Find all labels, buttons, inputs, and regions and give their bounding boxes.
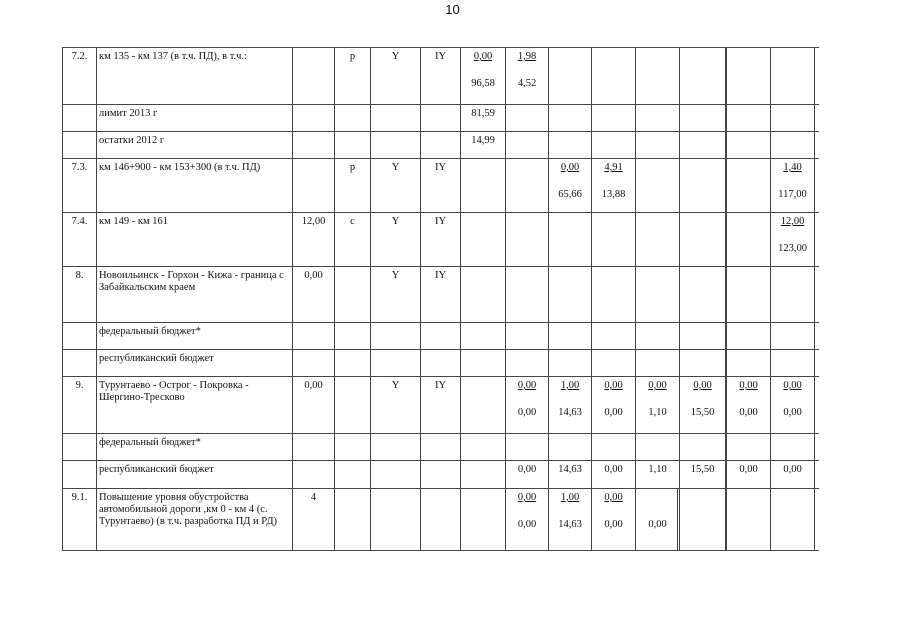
category-cell <box>371 461 421 489</box>
length-cell <box>293 105 335 132</box>
category-cell: IY <box>421 213 461 267</box>
value-cell <box>815 132 819 159</box>
value-cell <box>461 159 506 213</box>
value-cell <box>461 267 506 323</box>
table-row <box>63 461 819 489</box>
type-cell <box>335 489 371 551</box>
type-cell: с <box>335 213 371 267</box>
value-cell <box>727 461 771 489</box>
row-number-cell <box>63 350 97 377</box>
value-cell <box>506 267 549 323</box>
row-number-cell <box>63 323 97 350</box>
cell-value-bottom: 15,50 <box>690 407 715 418</box>
category-cell: Y <box>371 48 421 105</box>
value-cell <box>727 323 771 350</box>
cell-value: 0,00 <box>739 464 758 475</box>
cell-value: 0,00 <box>517 464 537 475</box>
category-cell: Y <box>371 377 421 434</box>
value-cell <box>461 323 506 350</box>
row-name-cell: остатки 2012 г <box>97 132 293 159</box>
value-cell <box>815 461 819 489</box>
value-cell <box>506 377 549 434</box>
category-cell <box>421 350 461 377</box>
cell-value-bottom: 0,00 <box>517 407 537 418</box>
cell-value-bottom: 0,00 <box>783 407 802 418</box>
cell-value-top: 0,00 <box>517 380 537 391</box>
category-cell <box>421 323 461 350</box>
row-name-cell: республиканский бюджет <box>97 350 293 377</box>
page-number: 10 <box>445 2 460 17</box>
value-cell <box>727 159 771 213</box>
value-cell <box>815 213 819 267</box>
table-row <box>63 267 819 323</box>
table-row <box>63 323 819 350</box>
row-number-cell <box>63 434 97 461</box>
value-cell <box>636 323 680 350</box>
value-cell <box>461 48 506 105</box>
category-cell: IY <box>421 377 461 434</box>
row-name-cell: Новоильинск - Горхон - Кижа - граница с Забайкальским краем <box>97 267 293 323</box>
value-cell <box>461 461 506 489</box>
cell-value-top: 0,00 <box>604 492 623 503</box>
value-cell <box>680 213 726 267</box>
value-cell <box>727 350 771 377</box>
category-cell <box>371 323 421 350</box>
length-cell <box>293 159 335 213</box>
cell-value-top: 0,00 <box>693 380 712 391</box>
type-cell <box>335 267 371 323</box>
cell-value-top: 1,98 <box>517 51 537 62</box>
value-cell <box>461 377 506 434</box>
cell-value-bottom: 14,63 <box>558 519 582 530</box>
value-cell <box>461 350 506 377</box>
table-row <box>63 132 819 159</box>
value-cell <box>636 267 680 323</box>
value-cell <box>592 350 636 377</box>
value-cell <box>506 350 549 377</box>
value-cell <box>771 132 815 159</box>
cell-value-top: 1,00 <box>560 492 580 503</box>
value-cell <box>727 132 771 159</box>
type-cell <box>335 350 371 377</box>
category-cell <box>421 105 461 132</box>
cell-value-bottom: 14,63 <box>558 407 582 418</box>
type-cell <box>335 105 371 132</box>
cell-value: 14,63 <box>558 464 582 475</box>
value-cell <box>549 267 592 323</box>
value-cell <box>549 489 592 551</box>
value-cell <box>815 434 819 461</box>
value-cell <box>771 48 815 105</box>
row-number-cell <box>63 105 97 132</box>
cell-value-top: 12,00 <box>780 216 805 227</box>
length-cell: 4 <box>293 489 335 551</box>
value-cell <box>815 323 819 350</box>
row-name-cell: федеральный бюджет* <box>97 434 293 461</box>
length-cell <box>293 48 335 105</box>
cell-value-bottom: 0,00 <box>604 407 623 418</box>
value-cell <box>680 489 726 551</box>
value-cell <box>592 48 636 105</box>
category-cell: IY <box>421 48 461 105</box>
length-cell <box>293 350 335 377</box>
row-name-cell: Турунтаево - Острог - Покровка - Шергино-Тресково <box>97 377 293 434</box>
cell-value-top: 0,00 <box>648 380 667 391</box>
value-cell <box>461 213 506 267</box>
value-cell <box>771 377 815 434</box>
value-cell <box>727 489 771 551</box>
value-cell <box>506 489 549 551</box>
value-cell <box>727 105 771 132</box>
value-cell <box>680 105 726 132</box>
cell-value: 15,50 <box>690 464 715 475</box>
value-cell <box>727 213 771 267</box>
cell-value-top: 4,91 <box>604 162 623 173</box>
cell-value-bottom: 65,66 <box>558 189 582 200</box>
value-cell <box>680 377 726 434</box>
value-cell <box>506 159 549 213</box>
cell-value-top: 0,00 <box>473 51 493 62</box>
length-cell: 0,00 <box>293 377 335 434</box>
row-number-cell: 7.4. <box>63 213 97 267</box>
value-cell <box>727 434 771 461</box>
type-cell: р <box>335 159 371 213</box>
value-cell <box>506 213 549 267</box>
table-row <box>63 489 819 551</box>
row-number-cell <box>63 132 97 159</box>
table-row <box>63 434 819 461</box>
cell-value-top: 1,00 <box>560 380 580 391</box>
category-cell: Y <box>371 159 421 213</box>
value-cell <box>461 489 506 551</box>
cell-value-top: 0,00 <box>604 380 623 391</box>
row-number-cell: 8. <box>63 267 97 323</box>
value-cell <box>549 461 592 489</box>
type-cell <box>335 434 371 461</box>
value-cell <box>636 377 680 434</box>
value-cell <box>506 461 549 489</box>
value-cell <box>549 159 592 213</box>
table-row <box>63 105 819 132</box>
cell-value-bottom: 0,00 <box>604 519 623 530</box>
value-cell <box>461 132 506 159</box>
value-cell <box>680 48 726 105</box>
category-cell <box>371 105 421 132</box>
value-cell <box>592 323 636 350</box>
type-cell <box>335 323 371 350</box>
value-cell <box>549 213 592 267</box>
value-cell <box>815 489 819 551</box>
type-cell: р <box>335 48 371 105</box>
value-cell <box>771 105 815 132</box>
row-name-cell: Повышение уровня обустройства автомобильной дороги ,км 0 - км 4 (с. Турунтаево) (в т.ч. разработка ПД и РД) <box>97 489 293 551</box>
row-name-cell: км 149 - км 161 <box>97 213 293 267</box>
row-name-cell: лимит 2013 г <box>97 105 293 132</box>
value-cell <box>680 267 726 323</box>
value-cell <box>636 489 680 551</box>
value-cell <box>771 350 815 377</box>
category-cell <box>421 461 461 489</box>
cell-value: 0,00 <box>604 464 623 475</box>
value-cell <box>506 132 549 159</box>
length-cell <box>293 434 335 461</box>
cell-value: 81,59 <box>471 108 495 119</box>
value-cell <box>727 48 771 105</box>
table-row <box>63 213 819 267</box>
row-name-cell: республиканский бюджет <box>97 461 293 489</box>
cell-value: 0,00 <box>783 464 802 475</box>
value-cell <box>549 377 592 434</box>
table-row <box>63 159 819 213</box>
table-row <box>63 350 819 377</box>
cell-value-bottom: 1,10 <box>648 407 667 418</box>
value-cell <box>592 434 636 461</box>
row-number-cell: 7.3. <box>63 159 97 213</box>
value-cell <box>771 159 815 213</box>
row-name-cell: федеральный бюджет* <box>97 323 293 350</box>
value-cell <box>680 132 726 159</box>
row-number-cell: 7.2. <box>63 48 97 105</box>
cell-value-bottom: 117,00 <box>778 189 807 200</box>
value-cell <box>592 377 636 434</box>
category-cell <box>421 489 461 551</box>
value-cell <box>771 267 815 323</box>
value-cell <box>592 159 636 213</box>
row-number-cell: 9.1. <box>63 489 97 551</box>
cell-value-top <box>636 492 679 519</box>
value-cell <box>506 323 549 350</box>
value-cell <box>506 48 549 105</box>
value-cell <box>549 434 592 461</box>
category-cell: Y <box>371 267 421 323</box>
value-cell <box>549 132 592 159</box>
table-row <box>63 48 819 105</box>
value-cell <box>549 323 592 350</box>
cell-value-top: 0,00 <box>560 162 580 173</box>
value-cell <box>680 434 726 461</box>
value-cell <box>636 434 680 461</box>
value-cell <box>636 159 680 213</box>
value-cell <box>506 105 549 132</box>
value-cell <box>771 461 815 489</box>
value-cell <box>636 132 680 159</box>
cell-value-top: 0,00 <box>783 380 802 391</box>
value-cell <box>815 159 819 213</box>
category-cell <box>371 132 421 159</box>
cell-value-top: 0,00 <box>517 492 537 503</box>
value-cell <box>771 434 815 461</box>
value-cell <box>815 48 819 105</box>
value-cell <box>815 267 819 323</box>
value-cell <box>549 105 592 132</box>
cell-value-bottom: 0,00 <box>739 407 758 418</box>
value-cell <box>680 461 726 489</box>
cell-value-bottom: 4,52 <box>517 78 537 89</box>
type-cell <box>335 461 371 489</box>
cell-value-bottom: 0,00 <box>648 519 667 530</box>
value-cell <box>636 461 680 489</box>
value-cell <box>771 213 815 267</box>
value-cell <box>680 159 726 213</box>
value-cell <box>549 350 592 377</box>
value-cell <box>727 267 771 323</box>
cell-value: 14,99 <box>471 135 495 146</box>
value-cell <box>461 105 506 132</box>
value-cell <box>636 350 680 377</box>
cell-value-top: 0,00 <box>739 380 758 391</box>
value-cell <box>592 461 636 489</box>
category-cell <box>371 489 421 551</box>
value-cell <box>680 350 726 377</box>
value-cell <box>815 105 819 132</box>
category-cell: Y <box>371 213 421 267</box>
value-cell <box>771 489 815 551</box>
cell-value-bottom: 123,00 <box>778 243 807 254</box>
cell-value-bottom: 0,00 <box>517 519 537 530</box>
row-number-cell: 9. <box>63 377 97 434</box>
category-cell <box>421 132 461 159</box>
table-row <box>63 377 819 434</box>
row-number-cell <box>63 461 97 489</box>
value-cell <box>592 267 636 323</box>
value-cell <box>592 489 636 551</box>
value-cell <box>506 434 549 461</box>
value-cell <box>592 105 636 132</box>
row-name-cell: км 135 - км 137 (в т.ч. ПД), в т.ч.: <box>97 48 293 105</box>
value-cell <box>727 377 771 434</box>
value-cell <box>636 48 680 105</box>
category-cell: IY <box>421 267 461 323</box>
cell-value-bottom: 13,88 <box>601 189 626 200</box>
value-cell <box>771 323 815 350</box>
length-cell: 12,00 <box>293 213 335 267</box>
column-divider <box>677 488 678 551</box>
value-cell <box>680 323 726 350</box>
cell-value: 1,10 <box>648 464 667 475</box>
value-cell <box>815 377 819 434</box>
type-cell <box>335 132 371 159</box>
value-cell <box>636 105 680 132</box>
category-cell <box>421 434 461 461</box>
row-name-cell: км 146+900 - км 153+300 (в т.ч. ПД) <box>97 159 293 213</box>
length-cell <box>293 132 335 159</box>
category-cell <box>371 434 421 461</box>
value-cell <box>549 48 592 105</box>
data-table <box>62 47 819 551</box>
value-cell <box>815 350 819 377</box>
length-cell <box>293 461 335 489</box>
length-cell <box>293 323 335 350</box>
cell-value-bottom: 96,58 <box>471 78 495 89</box>
type-cell <box>335 377 371 434</box>
value-cell <box>461 434 506 461</box>
value-cell <box>592 132 636 159</box>
value-cell <box>636 213 680 267</box>
category-cell <box>371 350 421 377</box>
length-cell: 0,00 <box>293 267 335 323</box>
value-cell <box>592 213 636 267</box>
category-cell: IY <box>421 159 461 213</box>
cell-value-top: 1,40 <box>783 162 802 173</box>
